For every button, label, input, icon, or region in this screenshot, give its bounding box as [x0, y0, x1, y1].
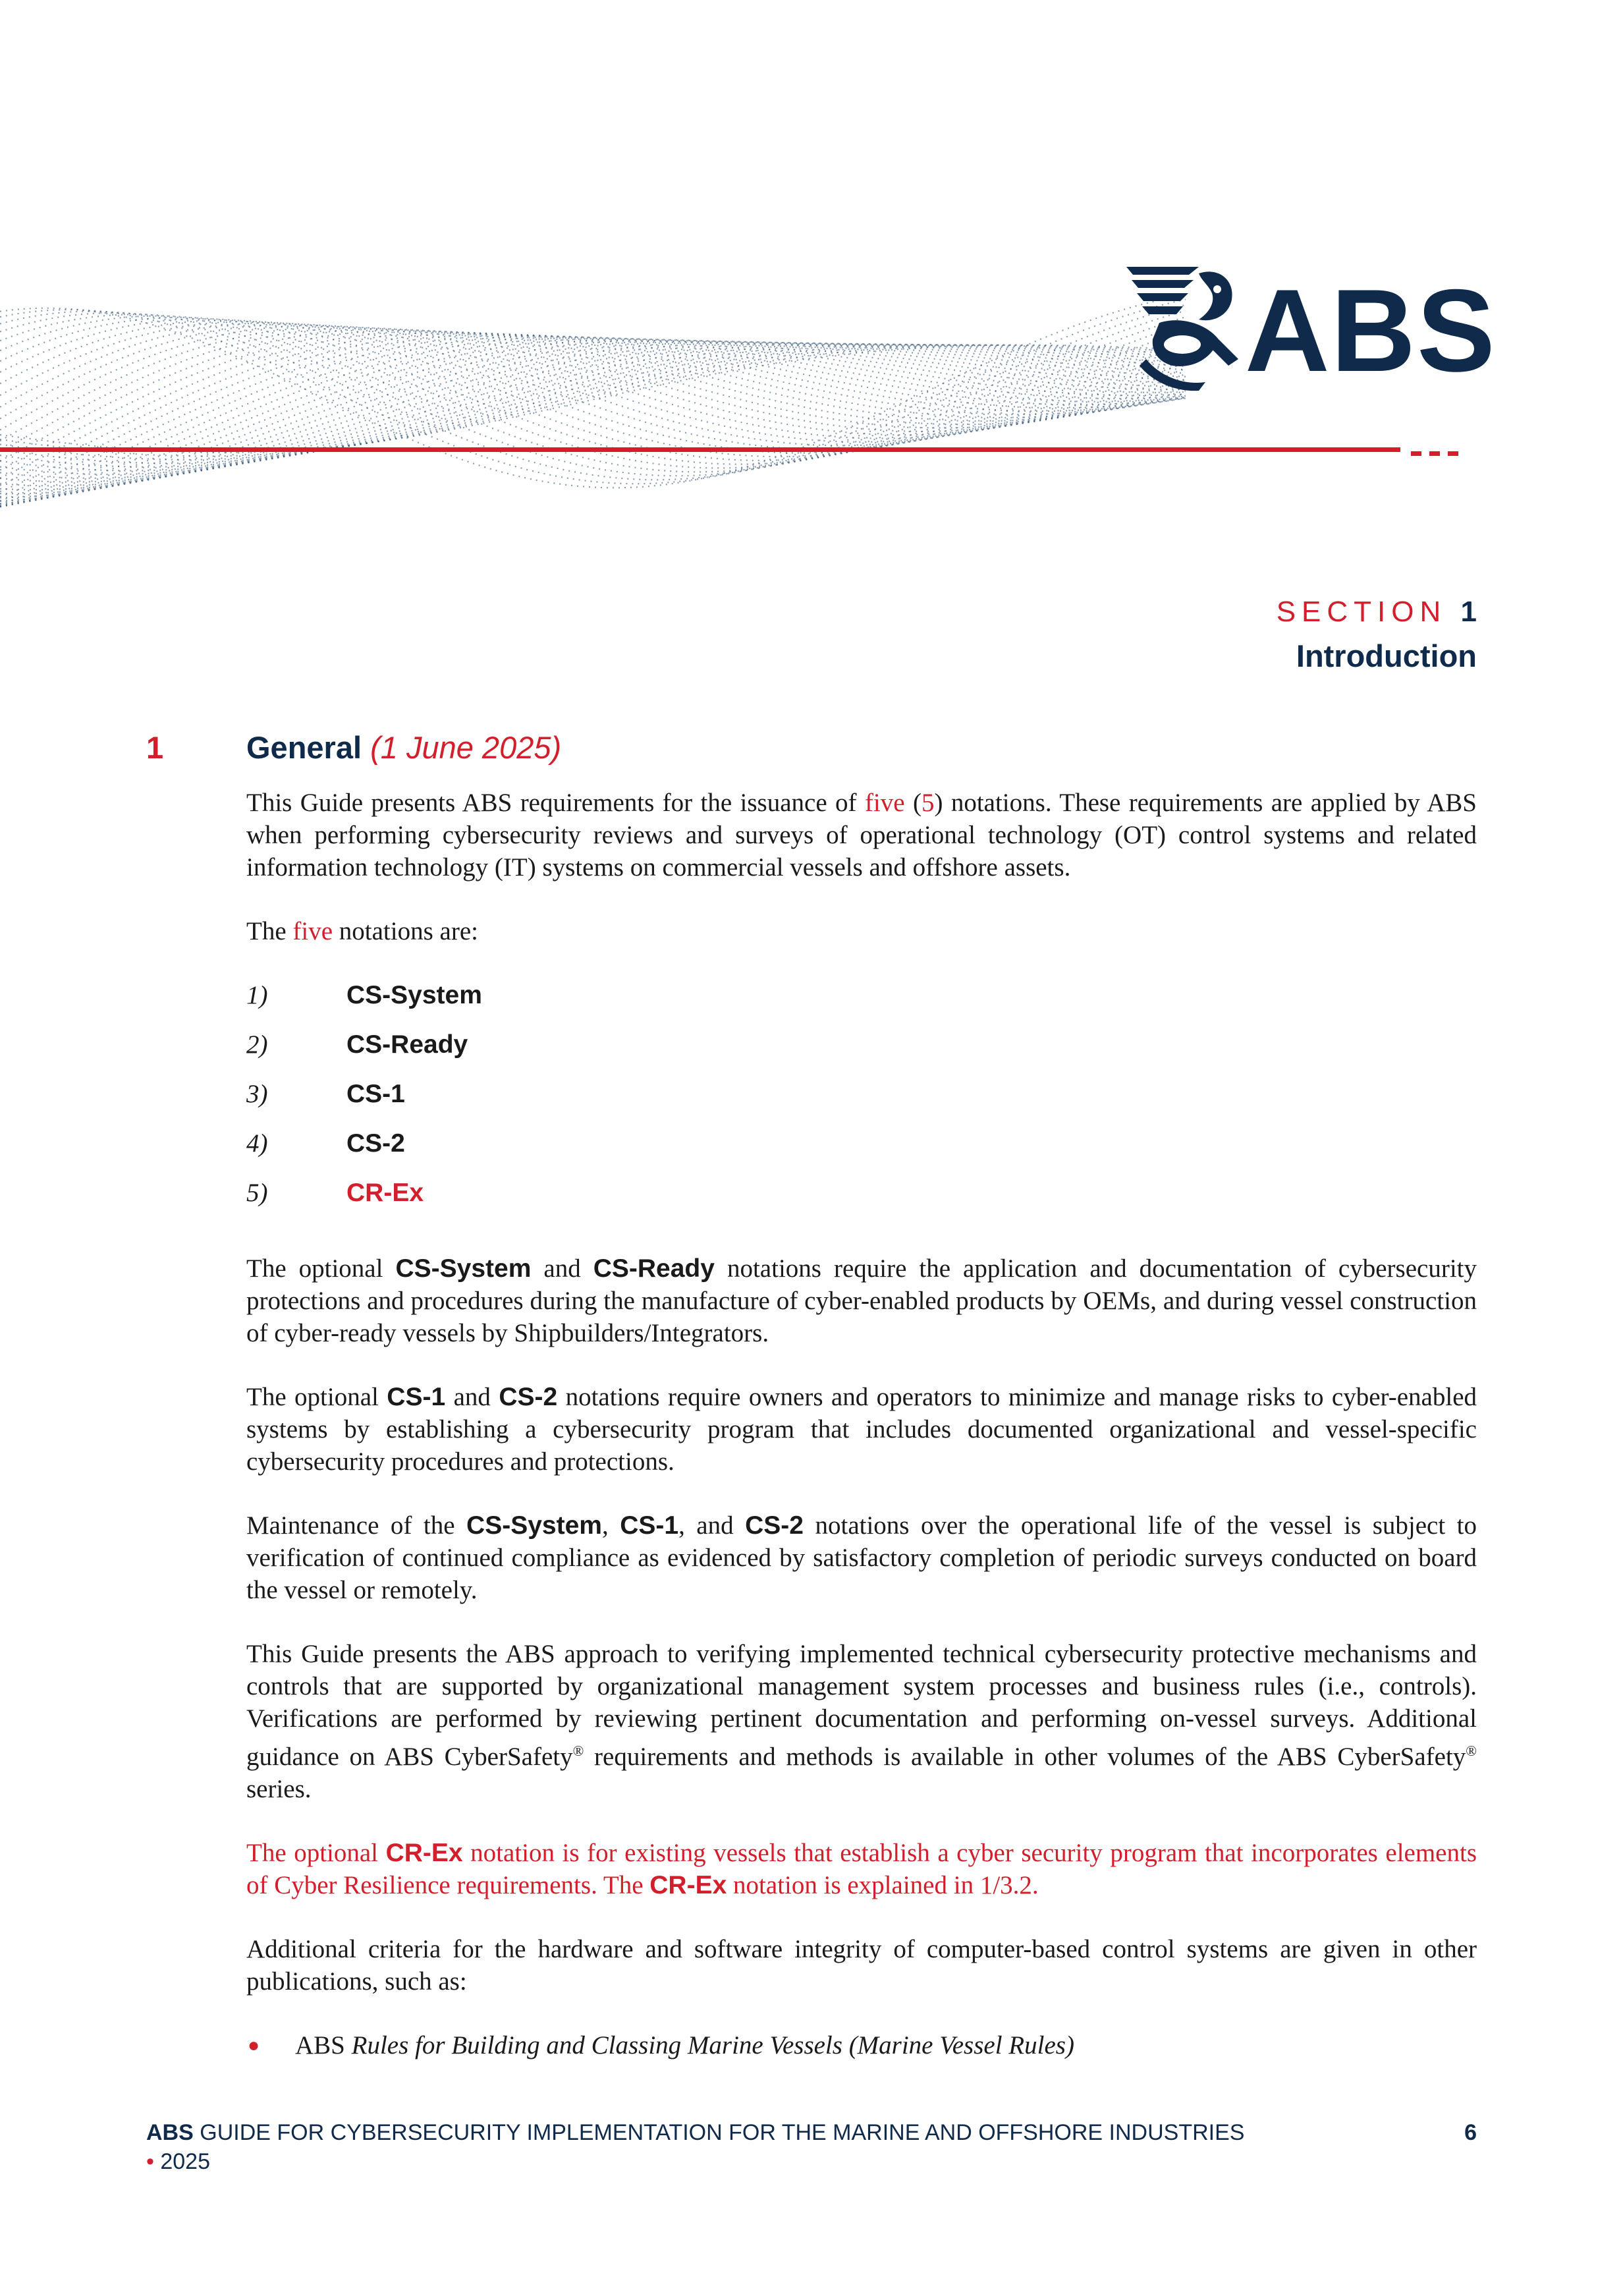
section-title: Introduction — [1296, 638, 1477, 673]
wave-line — [0, 294, 1186, 488]
footer-title: GUIDE FOR CYBERSECURITY IMPLEMENTATION FOR THE MARINE AND OFFSHORE INDUSTRIES — [193, 2120, 1245, 2145]
paragraph-approach: This Guide presents the ABS approach to verifying implemented technical cybersecurity protective mechanisms and controls that are supported by organizational management system processes and business rules (i.e., controls). Verifications are performed by reviewing pertinent documentation and performing on-vessel surveys. Additional guidance on ABS CyberSafety® requirements and methods is available in other volumes of the ABS CyberSafety® series. — [246, 1640, 1477, 1803]
list-item — [246, 1177, 1477, 1226]
wave-line — [0, 320, 1186, 457]
body-content — [246, 787, 1477, 2061]
bullet-dot-icon: ● — [248, 2034, 260, 2056]
heading-date: (1 June 2025) — [370, 730, 562, 765]
list-item-label: CS-System — [346, 981, 482, 1009]
bullet-item: ● ABS Rules for Building and Classing Marine Vessels (Marine Vessel Rules) — [246, 2029, 1477, 2061]
wave-line — [0, 342, 1186, 494]
list-item — [246, 979, 1477, 1028]
logo-wordmark: ABS — [1245, 265, 1497, 396]
paragraph-cr-ex: The optional CR-Ex notation is for existing vessels that establish a cyber security program that incorporates elements of Cyber Resilience requirements. The CR-Ex notation is explained in 1/3.2. — [246, 1839, 1477, 1899]
list-item-number: 4) — [246, 1129, 268, 1158]
section-label-text: SECTION — [1276, 596, 1447, 628]
highlight-count-word: five — [864, 789, 905, 817]
highlight-count-word: five — [292, 917, 333, 945]
wave-line — [0, 340, 1186, 504]
wave-line — [0, 333, 1186, 491]
list-item — [246, 1127, 1477, 1177]
heading-title — [246, 729, 561, 766]
wave-line — [0, 327, 1186, 441]
paragraph-cs-system-ready: The optional CS-System and CS-Ready notations require the application and documentation of cybersecurity protections and procedures during the manufacture of cyber-enabled products by OEMs, and during vessel construction of cyber-ready vessels by Shipbuilders/Integrators. — [246, 1254, 1477, 1347]
footer-year: 2025 — [153, 2149, 210, 2174]
list-item-number: 2) — [246, 1030, 268, 1059]
list-item-label: CR-Ex — [346, 1179, 424, 1207]
wave-line — [0, 345, 1186, 457]
list-item-number: 3) — [246, 1080, 268, 1108]
paragraph-intro: This Guide presents ABS requirements for the issuance of five (5) notations. These requirements are applied by ABS when performing cybersecurity reviews and surveys of operational technology (OT) control systems and related information technology (IT) systems on commercial vessels and offshore assets. — [246, 789, 1477, 882]
wave-line — [0, 337, 1186, 507]
paragraph-maintenance: Maintenance of the CS-System, CS-1, and CS-2 notations over the operational life of the vessel is subject to verification of continued compliance as evidenced by satisfactory completion of periodic surveys conducted on board the vessel or remotely. — [246, 1511, 1477, 1604]
heading-title-text: General — [246, 730, 362, 765]
list-item-number: 5) — [246, 1179, 268, 1207]
paragraph-additional-criteria: Additional criteria for the hardware and software integrity of computer-based control systems are given in other publications, such as: — [246, 1935, 1477, 1996]
header-rule-dots — [1411, 447, 1470, 452]
wave-line — [0, 337, 1186, 506]
section-number: 1 — [1460, 596, 1477, 628]
footer-brand: ABS — [146, 2120, 194, 2145]
wave-line — [0, 345, 1186, 459]
footer-dot: • — [146, 2149, 154, 2174]
abs-logo — [1120, 260, 1497, 399]
notation-list — [246, 979, 1477, 1226]
wave-line — [0, 343, 1186, 482]
header-red-rule — [0, 447, 1400, 452]
wave-line — [0, 329, 1186, 461]
heading-number: 1 — [146, 730, 164, 765]
page-number: 6 — [1464, 2120, 1477, 2145]
list-item — [246, 1028, 1477, 1078]
paragraph-notations-intro: The five notations are: — [246, 917, 478, 945]
page-footer — [146, 2118, 1477, 2176]
eagle-emblem-icon — [1120, 260, 1252, 392]
wave-line — [0, 325, 1186, 442]
list-item-label: CS-1 — [346, 1080, 405, 1108]
wave-line — [0, 343, 1186, 478]
list-item-label: CS-2 — [346, 1129, 405, 1158]
highlight-count-number: 5 — [921, 789, 935, 817]
list-item-number: 1) — [246, 981, 268, 1009]
paragraph-cs1-cs2: The optional CS-1 and CS-2 notations require owners and operators to minimize and manage risks to cyber-enabled systems by establishing a cybersecurity program that includes documented organizational and vessel-specific cybersecurity procedures and protections. — [246, 1383, 1477, 1476]
wave-line — [0, 343, 1186, 486]
bullet-italic-title: Rules for Building and Classing Marine Vessels (Marine Vessel Rules) — [351, 2031, 1074, 2059]
section-label — [1277, 596, 1477, 629]
list-item-label: CS-Ready — [346, 1030, 468, 1059]
list-item — [246, 1078, 1477, 1127]
